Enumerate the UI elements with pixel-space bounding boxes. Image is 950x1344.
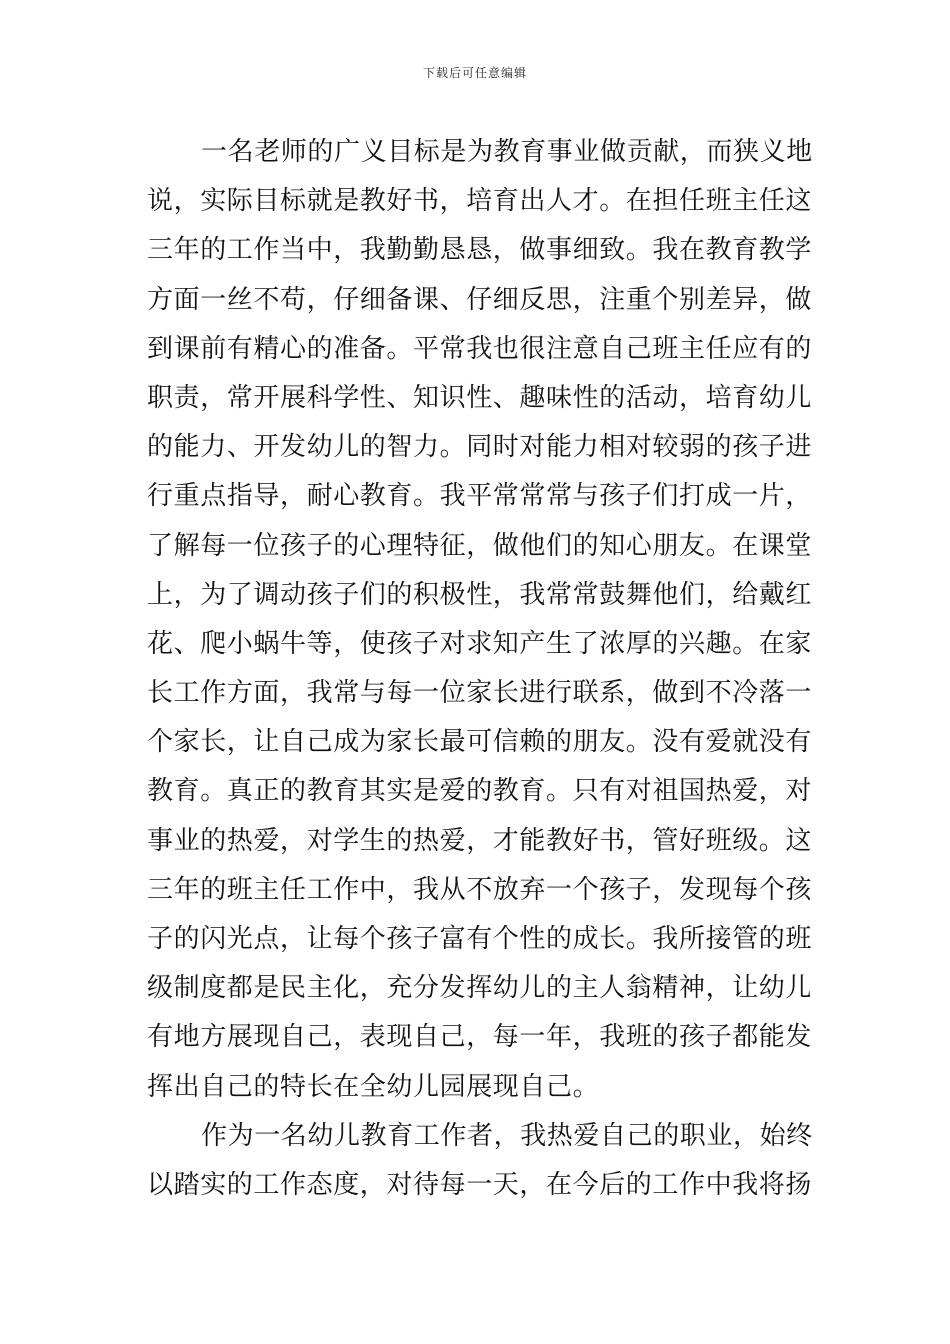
paragraph-1-line-1: 一名老师的广义目标是为教育事业做贡献，而狭义地 [201,137,813,167]
paragraph-1-line-3: 三年的工作当中，我勤勤恳恳，做事细致。我在教育教学 [147,235,813,266]
paragraph-1-line-18: 级制度都是民主化，充分发挥幼儿的主人翁精神，让幼儿 [147,973,813,1004]
paragraph-1-line-10: 上，为了调动孩子们的积极性，我常常鼓舞他们，给戴红 [147,579,813,610]
paragraph-1-line-2: 说，实际目标就是教好书，培育出人才。在担任班主任这 [147,186,813,217]
paragraph-1-line-8: 行重点指导，耐心教育。我平常常常与孩子们打成一片， [147,481,813,512]
paragraph-1-line-19: 有地方展现自己，表现自己，每一年，我班的孩子都能发 [147,1022,813,1053]
paragraph-1-line-12: 长工作方面，我常与每一位家长进行联系，做到不冷落一 [147,678,813,709]
paragraph-1-line-14: 教育。真正的教育其实是爱的教育。只有对祖国热爱，对 [147,776,813,807]
paragraph-2-line-2: 以踏实的工作态度，对待每一天，在今后的工作中我将扬 [147,1169,813,1200]
paragraph-1-line-15: 事业的热爱，对学生的热爱，才能教好书，管好班级。这 [147,825,813,856]
paragraph-1-line-9: 了解每一位孩子的心理特征，做他们的知心朋友。在课堂 [147,530,813,561]
paragraph-1-line-6: 职责，常开展科学性、知识性、趣味性的活动，培育幼儿 [147,382,813,413]
paragraph-1-line-5: 到课前有精心的准备。平常我也很注意自己班主任应有的 [147,333,813,364]
paragraph-1-line-7: 的能力、开发幼儿的智力。同时对能力相对较弱的孩子进 [147,432,813,463]
paragraph-1-line-13: 个家长，让自己成为家长最可信赖的朋友。没有爱就没有 [147,727,813,758]
header-note: 下载后可任意编辑 [422,66,527,80]
paragraph-1-line-16: 三年的班主任工作中，我从不放弃一个孩子，发现每个孩 [147,874,813,905]
paragraph-1-line-4: 方面一丝不苟，仔细备课、仔细反思，注重个别差异，做 [147,284,813,315]
paragraph-2-line-1: 作为一名幼儿教育工作者，我热爱自己的职业，始终 [201,1120,813,1151]
paragraph-1-line-17: 子的闪光点，让每个孩子富有个性的成长。我所接管的班 [147,924,813,954]
paragraph-1-line-20: 挥出自己的特长在全幼儿园展现自己。 [147,1071,600,1102]
body-text [147,128,813,1210]
paragraph-1-line-11: 花、爬小蜗牛等，使孩子对求知产生了浓厚的兴趣。在家 [147,628,813,659]
